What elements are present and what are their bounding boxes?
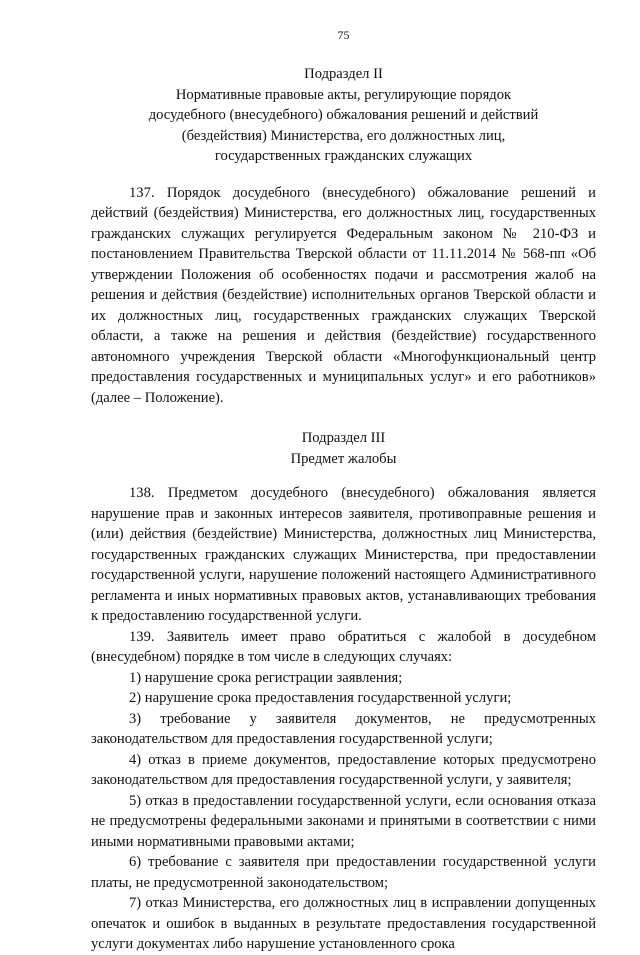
list-item: 1) нарушение срока регистрации заявления; (129, 669, 403, 686)
subsection-2-heading (91, 64, 596, 167)
paragraph-138: 138. Предметом досудебного (внесудебного) обжалования является нарушение прав и законных интересов заявителя, противоправные решения и (или) действия (бездействие) Министерства, должностных лиц Министерства, государственных гражданских служащих Министерства, при предоставлении государственной услуги, нарушение положений настоящего Административного регламента и иных нормативных правовых актов, устанавливающих требования к предоставлению государственной услуги. (91, 485, 596, 624)
heading-line: государственных гражданских служащих (214, 148, 473, 164)
heading-line: Предмет жалобы (290, 450, 397, 467)
heading-line: досудебного (внесудебного) обжалования решений и действий (148, 107, 539, 123)
heading-line: Подраздел II (304, 66, 383, 82)
paragraph-139: 139. Заявитель имеет право обратиться с жалобой в досудебном (внесудебном) порядке в том числе в следующих случаях: (91, 628, 596, 665)
list-item: 7) отказ Министерства, его должностных лиц в исправлении допущенных опечаток и ошибок в выданных в результате предоставления государственной услуги документах либо нарушение установленного срока (91, 895, 596, 952)
list-item: 5) отказ в предоставлении государственной услуги, если основания отказа не предусмотрены федеральными законами и принятыми в соответствии с ними иными нормативными правовыми актами; (91, 792, 596, 850)
list-item: 6) требование с заявителя при предоставлении государственной услуги платы, не предусмотренной законодательством; (91, 854, 596, 891)
heading-line: Подраздел III (301, 430, 386, 446)
list-item: 4) отказ в приеме документов, предоставление которых предусмотрено законодательством для предоставления государственной услуги, у заявителя; (91, 751, 596, 788)
page-number: 75 (337, 28, 350, 42)
list-item: 2) нарушение срока предоставления государственной услуги; (129, 690, 512, 706)
list-item: 3) требование у заявителя документов, не предусмотренных законодательством для предоставления государственной услуги; (91, 710, 596, 747)
heading-line: (бездействия) Министерства, его должностных лиц, (181, 127, 506, 144)
paragraph-137: 137. Порядок досудебного (внесудебного) обжалование решений и действий (бездействия) Министерства, его должностных лиц, государственных гражданских служащих регулируется Федеральным законом № 210-ФЗ и постановлением Правительства Тверской области от 11.11.2014 № 568-пп «Об утверждении Положения об особенностях подачи и рассмотрения жалоб на решения и действия (бездействие) исполнительных органов Тверской области и их должностных лиц, государственных гражданских служащих Тверской области, а также на решения и действия (бездействие) государственного автономного учреждения Тверской области «Многофункциональный центр предоставления государственных и муниципальных услуг» и его работников» (далее – Положение). (91, 184, 596, 406)
heading-line: Нормативные правовые акты, регулирующие порядок (175, 86, 512, 103)
subsection-3-heading (91, 428, 596, 469)
